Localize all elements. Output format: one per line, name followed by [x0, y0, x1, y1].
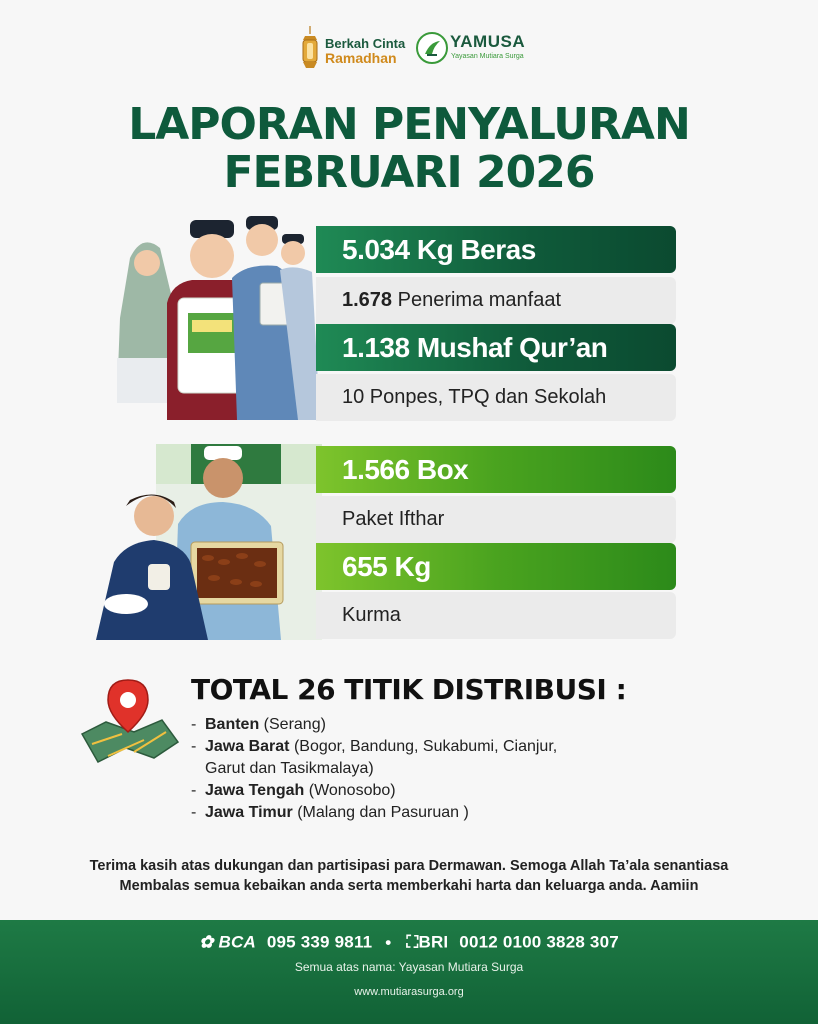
stat-rice-detail-count: 1.678 [342, 289, 393, 311]
footer [0, 920, 818, 1024]
region-name: Jawa Timur [205, 804, 293, 821]
distribution-title: TOTAL 26 TITIK DISTRIBUSI : [191, 673, 627, 706]
bca-icon: ✿ [199, 932, 214, 952]
list-item: - Jawa Timur (Malang dan Pasuruan ) [191, 804, 469, 821]
account-owner: Semua atas nama: Yayasan Mutiara Surga [294, 960, 524, 974]
bca-logo [199, 932, 256, 951]
bri-logo [406, 932, 448, 951]
region-name: Jawa Barat [205, 738, 290, 755]
children-photo [112, 208, 322, 420]
separator: • [385, 932, 392, 952]
stat-rice-detail [316, 277, 676, 324]
list-item: - Jawa Barat (Bogor, Bandung, Sukabumi, Cianjur, [191, 738, 558, 755]
stats-panel-1 [316, 226, 676, 421]
stat-kurma-headline: 655 Kg [316, 543, 676, 590]
region-cities: (Wonosobo) [304, 782, 396, 799]
bca-label: BCA [218, 932, 256, 952]
stat-mushaf-detail: 10 Ponpes, TPQ dan Sekolah [316, 374, 676, 421]
bri-label: BRI [418, 932, 449, 952]
distribution-list [191, 714, 557, 824]
region-cities: (Serang) [259, 716, 326, 733]
map-pin-icon [78, 672, 182, 768]
bri-icon: ⛶ [406, 932, 419, 952]
yamusa-logo-icon [416, 32, 448, 64]
thank-you-line1: Terima kasih atas dukungan dan partisipasi para Dermawan. Semoga Allah Ta’ala senantiasa [89, 858, 729, 874]
list-item-continued [191, 758, 557, 780]
header-logos [0, 24, 818, 80]
region-cities: (Bogor, Bandung, Sukabumi, Cianjur, [289, 738, 558, 755]
region-name: Jawa Tengah [205, 782, 305, 799]
bca-account-number: 095 339 9811 [266, 932, 373, 952]
stat-ifthar-detail: Paket Ifthar [316, 496, 676, 543]
stat-rice-headline: 5.034 Kg Beras [316, 226, 676, 273]
region-name: Banten [205, 716, 260, 733]
stat-mushaf-headline: 1.138 Mushaf Qur’an [316, 324, 676, 371]
bri-account-number: 0012 0100 3828 307 [459, 932, 619, 952]
website-link[interactable]: www.mutiarasurga.org [354, 986, 464, 998]
brand-line2: Ramadhan [325, 50, 397, 66]
report-title-line1: LAPORAN PENYALURAN [128, 99, 690, 150]
org-subtitle: Yayasan Mutiara Surga [451, 53, 524, 60]
list-item: - Jawa Tengah (Wonosobo) [191, 782, 396, 799]
thank-you-line2: Membalas semua kebaikan anda serta memberkahi harta dan keluarga anda. Aamiin [119, 878, 699, 894]
thank-you-message [0, 856, 818, 896]
stat-kurma-detail: Kurma [316, 592, 676, 639]
brand-line1: Berkah Cinta [325, 36, 406, 51]
dates-photo [96, 444, 322, 640]
stat-ifthar-headline: 1.566 Box [316, 446, 676, 493]
bank-accounts [0, 932, 818, 953]
stats-panel-2 [316, 446, 676, 641]
region-cities: (Malang dan Pasuruan ) [292, 804, 469, 821]
report-title-line2: FEBRUARI 2026 [223, 147, 595, 198]
list-item: - Banten (Serang) [191, 716, 326, 733]
lantern-icon [298, 26, 322, 74]
region-cities: Garut dan Tasikmalaya) [205, 760, 374, 777]
org-name: YAMUSA [450, 32, 526, 51]
brand-berkah-cinta-ramadhan [325, 36, 405, 66]
stat-rice-detail-text: Penerima manfaat [392, 289, 562, 311]
